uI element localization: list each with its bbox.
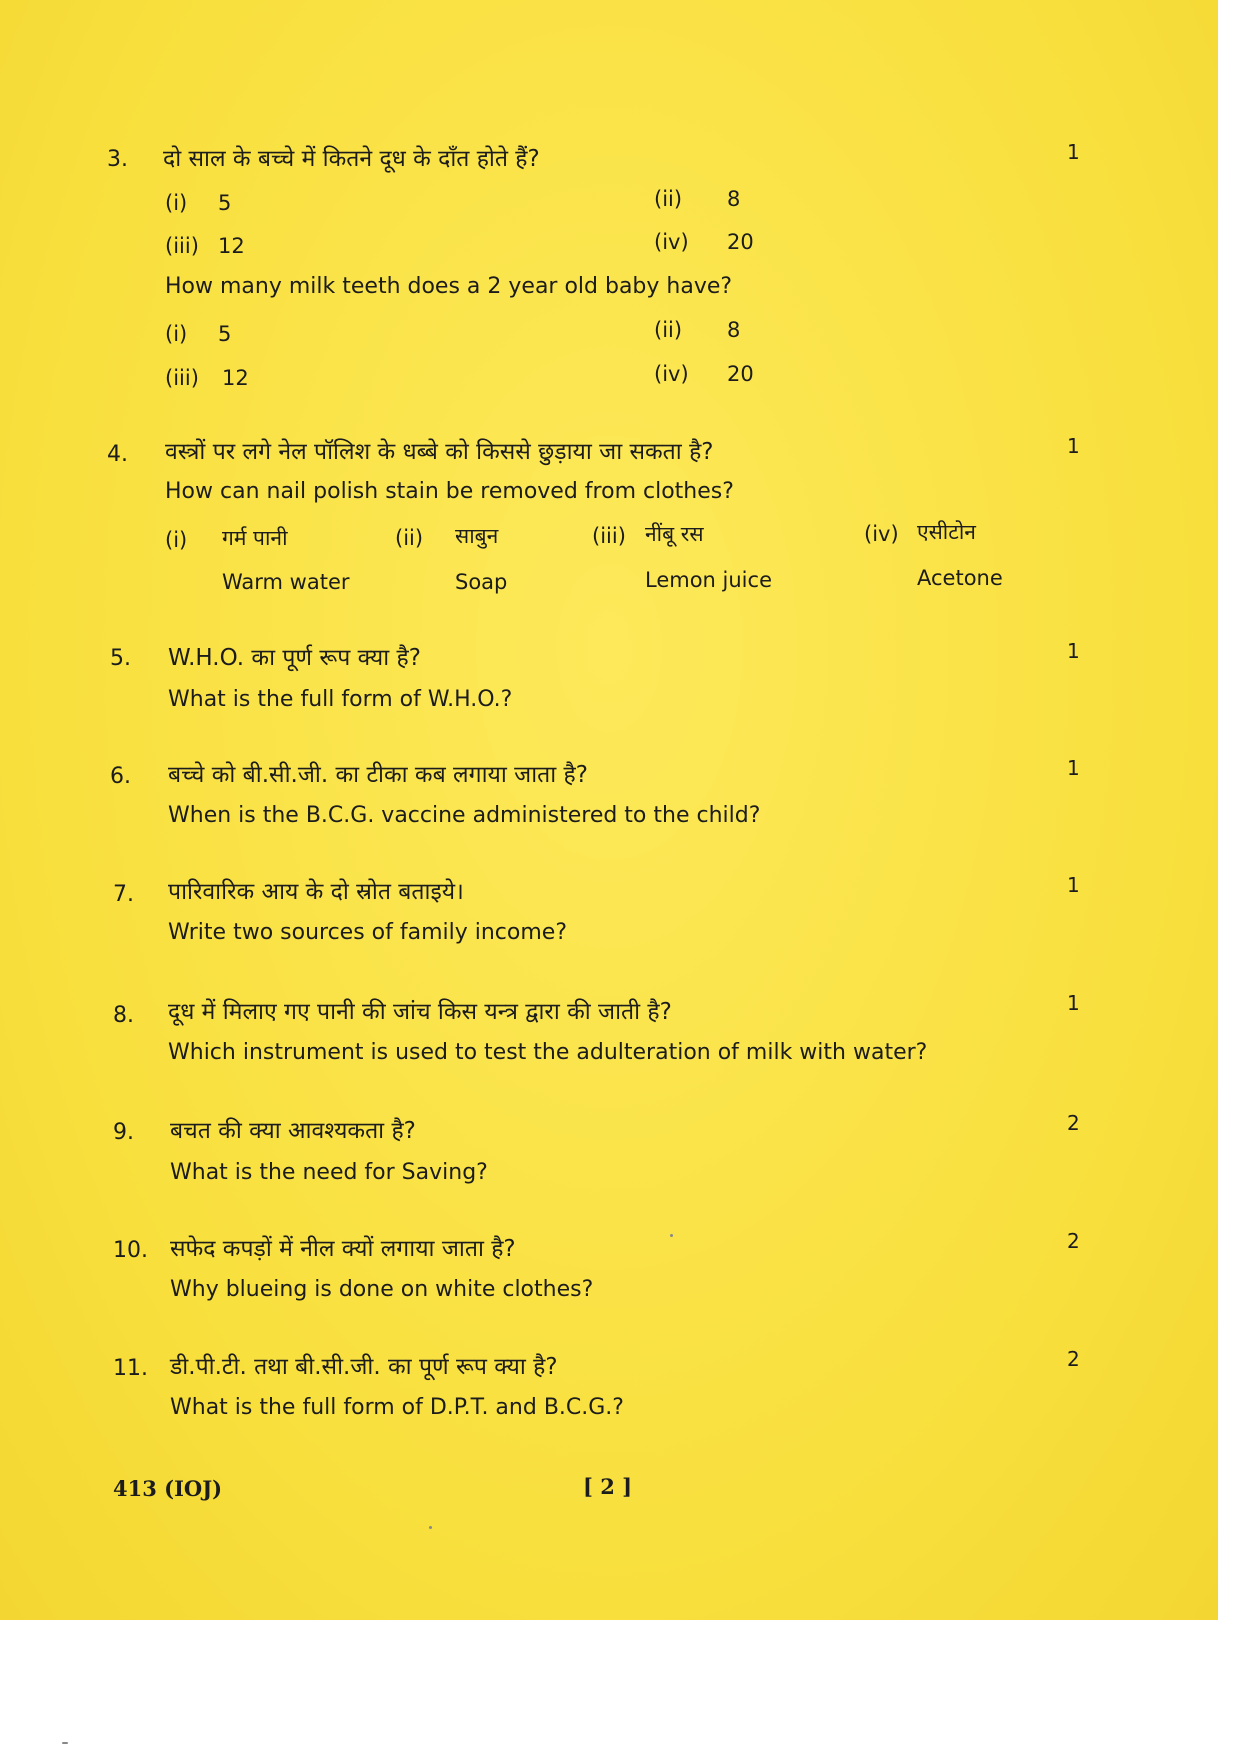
question-text-english: How many milk teeth does a 2 year old baby have? xyxy=(165,274,733,299)
option-value: 20 xyxy=(727,362,754,386)
question-marks: 1 xyxy=(1067,991,1080,1015)
question-text-english: When is the B.C.G. vaccine administered to the child? xyxy=(168,803,761,828)
question-text-english: How can nail polish stain be removed from clothes? xyxy=(165,479,734,504)
question-marks: 2 xyxy=(1067,1347,1080,1371)
question-number: 8. xyxy=(113,1003,134,1028)
question-number: 9. xyxy=(113,1120,134,1145)
question-marks: 2 xyxy=(1067,1229,1080,1253)
option-label: (ii) xyxy=(395,526,424,550)
option-value: 12 xyxy=(218,234,245,258)
question-text-hindi: पारिवारिक आय के दो स्रोत बताइये। xyxy=(168,879,464,905)
question-marks: 1 xyxy=(1067,756,1080,780)
option-label: (ii) xyxy=(654,187,683,211)
option-hindi: एसीटोन xyxy=(917,520,976,544)
scan-speck xyxy=(429,1526,432,1529)
question-marks: 1 xyxy=(1067,873,1080,897)
question-number: 11. xyxy=(113,1356,148,1381)
option-english: Acetone xyxy=(917,566,1003,590)
option-value: 20 xyxy=(727,230,754,254)
question-text-english: What is the full form of D.P.T. and B.C.G.? xyxy=(170,1395,624,1420)
option-hindi: नींबू रस xyxy=(645,522,704,546)
question-text-hindi: सफेद कपड़ों में नील क्यों लगाया जाता है? xyxy=(170,1236,516,1262)
option-label: (i) xyxy=(165,528,188,552)
question-number: 6. xyxy=(110,764,131,789)
question-text-hindi: बचत की क्या आवश्यकता है? xyxy=(170,1118,416,1144)
option-hindi: साबुन xyxy=(455,524,499,548)
question-text-hindi: दो साल के बच्चे में कितने दूध के दाँत होते हैं? xyxy=(163,146,540,172)
question-text-hindi: दूध में मिलाए गए पानी की जांच किस यन्त्र द्वारा की जाती है? xyxy=(168,999,672,1025)
option-value: 12 xyxy=(222,366,249,390)
option-label: (ii) xyxy=(654,318,683,342)
question-text-hindi: वस्त्रों पर लगे नेल पॉलिश के धब्बे को किससे छुड़ाया जा सकता है? xyxy=(165,439,714,465)
question-number: 4. xyxy=(107,442,128,467)
option-label: (i) xyxy=(165,191,188,215)
question-text-english: What is the full form of W.H.O.? xyxy=(168,687,513,712)
option-value: 5 xyxy=(218,322,232,346)
option-label: (iii) xyxy=(165,366,199,390)
option-english: Soap xyxy=(455,570,508,594)
page-number: [ 2 ] xyxy=(583,1474,633,1499)
option-label: (iv) xyxy=(864,522,899,546)
question-text-english: Why blueing is done on white clothes? xyxy=(170,1277,594,1302)
option-value: 5 xyxy=(218,191,232,215)
option-label: (i) xyxy=(165,322,188,346)
question-marks: 1 xyxy=(1067,140,1080,164)
question-text-hindi: W.H.O. का पूर्ण रूप क्या है? xyxy=(168,645,421,671)
question-marks: 1 xyxy=(1067,639,1080,663)
question-marks: 1 xyxy=(1067,434,1080,458)
question-number: 10. xyxy=(113,1238,148,1263)
option-english: Lemon juice xyxy=(645,568,772,592)
question-number: 7. xyxy=(113,882,134,907)
question-text-english: Write two sources of family income? xyxy=(168,920,568,945)
option-label: (iv) xyxy=(654,362,689,386)
option-label: (iii) xyxy=(165,234,199,258)
question-text-hindi: डी.पी.टी. तथा बी.सी.जी. का पूर्ण रूप क्या है? xyxy=(170,1354,558,1380)
question-number: 3. xyxy=(107,147,128,172)
option-value: 8 xyxy=(727,318,741,342)
question-text-english: What is the need for Saving? xyxy=(170,1160,488,1185)
option-label: (iii) xyxy=(592,524,626,548)
scan-speck xyxy=(670,1234,673,1237)
question-marks: 2 xyxy=(1067,1111,1080,1135)
option-hindi: गर्म पानी xyxy=(222,526,288,550)
question-text-hindi: बच्चे को बी.सी.जी. का टीका कब लगाया जाता है? xyxy=(168,762,588,788)
question-text-english: Which instrument is used to test the adulteration of milk with water? xyxy=(168,1040,928,1065)
option-value: 8 xyxy=(727,187,741,211)
paper-code: 413 (IOJ) xyxy=(113,1476,223,1501)
question-number: 5. xyxy=(110,646,131,671)
scan-speck xyxy=(62,1742,68,1744)
option-english: Warm water xyxy=(222,570,350,594)
option-label: (iv) xyxy=(654,230,689,254)
